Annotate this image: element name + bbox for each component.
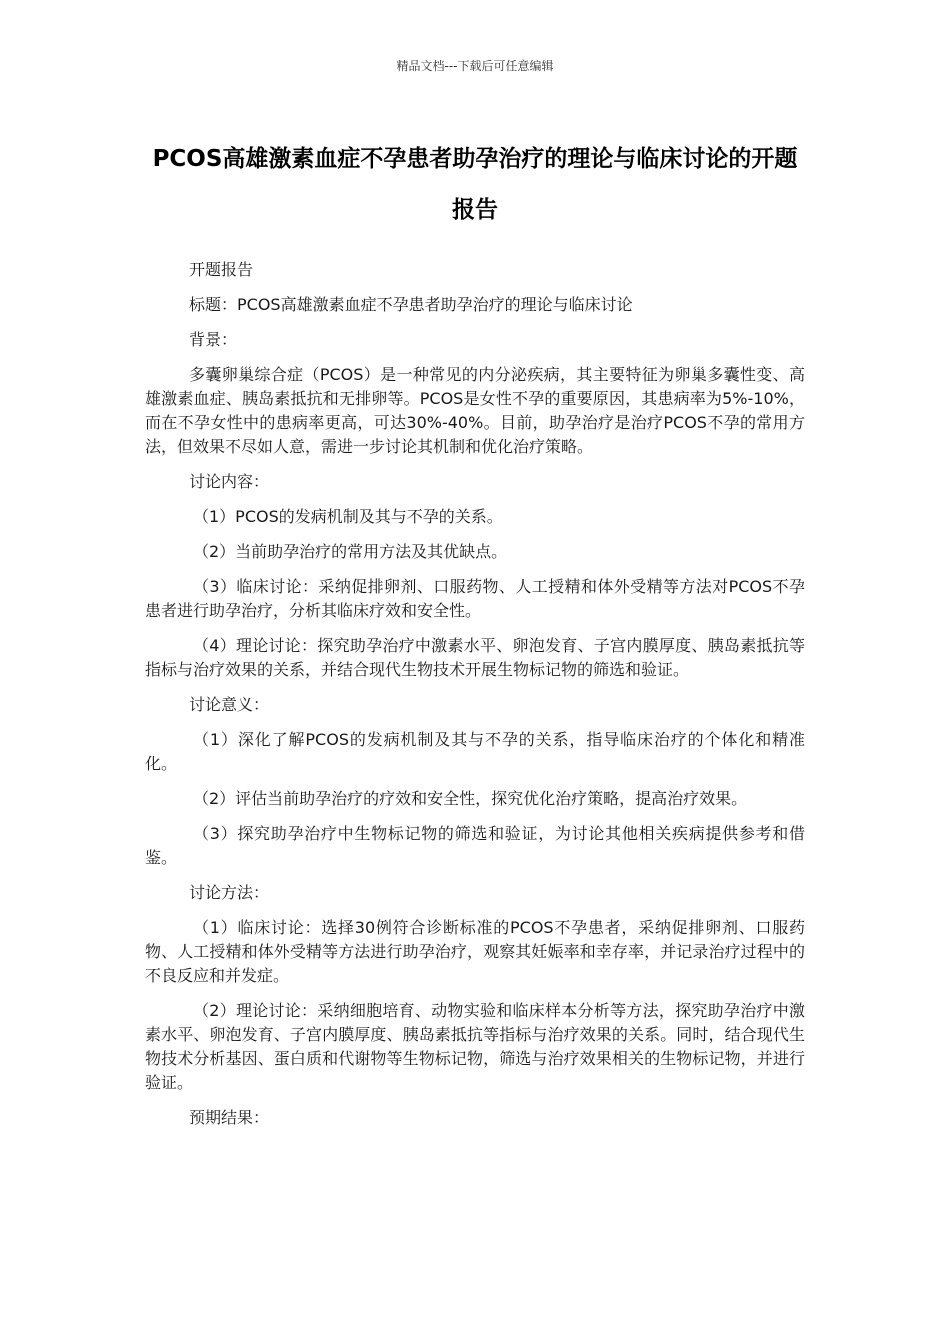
document-body [145, 258, 805, 1141]
document-title: PCOS高雄激素血症不孕患者助孕治疗的理论与临床讨论的开题报告 [152, 146, 798, 223]
section-label-report: 开题报告 [189, 260, 254, 279]
section-heading-expected-results: 预期结果： [189, 1108, 270, 1127]
content-item-2: （2）当前助孕治疗的常用方法及其优缺点。 [193, 542, 508, 561]
content-item-4: （4）理论讨论：探究助孕治疗中激素水平、卵泡发育、子宫内膜厚度、胰岛素抵抗等指标与治疗效果的关系，并结合现代生物技术开展生物标记物的筛选和验证。 [145, 636, 805, 679]
title-line: 标题：PCOS高雄激素血症不孕患者助孕治疗的理论与临床讨论 [189, 295, 633, 314]
section-heading-content: 讨论内容： [189, 472, 270, 491]
header-note: 精品文档---下载后可任意编辑 [396, 59, 554, 73]
section-heading-methods: 讨论方法： [189, 883, 270, 902]
significance-item-1: （1）深化了解PCOS的发病机制及其与不孕的关系，指导临床治疗的个体化和精准化。 [145, 730, 805, 773]
section-heading-significance: 讨论意义： [189, 695, 270, 714]
methods-item-1: （1）临床讨论：选择30例符合诊断标准的PCOS不孕患者，采纳促排卵剂、口服药物、人工授精和体外受精等方法进行助孕治疗，观察其妊娠率和幸存率，并记录治疗过程中的不良反应和并发症。 [145, 918, 805, 985]
content-item-1: （1）PCOS的发病机制及其与不孕的关系。 [193, 507, 503, 526]
significance-item-2: （2）评估当前助孕治疗的疗效和安全性，探究优化治疗策略，提高治疗效果。 [193, 789, 748, 808]
content-item-3: （3）临床讨论：采纳促排卵剂、口服药物、人工授精和体外受精等方法对PCOS不孕患者进行助孕治疗，分析其临床疗效和安全性。 [145, 577, 805, 620]
section-heading-background: 背景： [189, 330, 238, 349]
methods-item-2: （2）理论讨论：采纳细胞培育、动物实验和临床样本分析等方法，探究助孕治疗中激素水平、卵泡发育、子宫内膜厚度、胰岛素抵抗等指标与治疗效果的关系。同时，结合现代生物技术分析基因、蛋白质和代谢物等生物标记物，筛选与治疗效果相关的生物标记物，并进行验证。 [145, 1001, 805, 1092]
background-paragraph: 多囊卵巢综合症（PCOS）是一种常见的内分泌疾病，其主要特征为卵巢多囊性变、高雄激素血症、胰岛素抵抗和无排卵等。PCOS是女性不孕的重要原因，其患病率为5%-10%，而在不孕女性中的患病率更高，可达30%-40%。目前，助孕治疗是治疗PCOS不孕的常用方法，但效果不尽如人意，需进一步讨论其机制和优化治疗策略。 [145, 365, 805, 456]
significance-item-3: （3）探究助孕治疗中生物标记物的筛选和验证，为讨论其他相关疾病提供参考和借鉴。 [145, 824, 805, 867]
